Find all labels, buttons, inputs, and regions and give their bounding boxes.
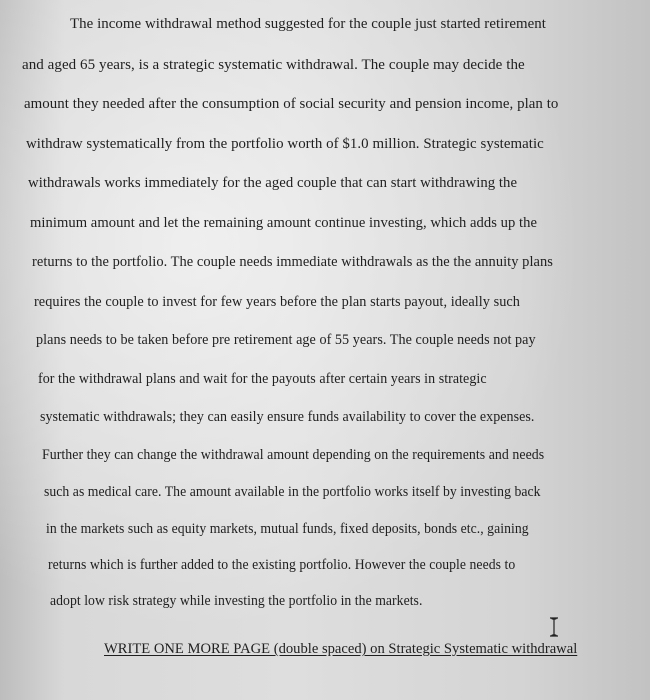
essay-line-11: systematic withdrawals; they can easily ensure funds availability to cover the expenses. [40, 409, 535, 425]
essay-line-12: Further they can change the withdrawal amount depending on the requirements and needs [42, 447, 545, 463]
essay-line-13: such as medical care. The amount available in the portfolio works itself by investing back [44, 484, 541, 500]
essay-line-10: for the withdrawal plans and wait for the payouts after certain years in strategic [38, 371, 487, 387]
essay-line-7: returns to the portfolio. The couple needs immediate withdrawals as the the annuity plans [32, 254, 553, 270]
essay-line-15: returns which is further added to the existing portfolio. However the couple needs to [48, 557, 516, 573]
essay-line-9: plans needs to be taken before pre retirement age of 55 years. The couple needs not pay [36, 332, 536, 348]
essay-line-16: adopt low risk strategy while investing the portfolio in the markets. [50, 593, 423, 609]
essay-line-5: withdrawals works immediately for the aged couple that can start withdrawing the [28, 175, 518, 191]
essay-line-8: requires the couple to invest for few years before the plan starts payout, ideally such [34, 294, 521, 310]
essay-line-6: minimum amount and let the remaining amount continue investing, which adds up the [30, 215, 538, 231]
essay-line-1: The income withdrawal method suggested for the couple just started retirement [70, 16, 546, 32]
text-cursor-icon [548, 617, 560, 637]
assignment-instruction: WRITE ONE MORE PAGE (double spaced) on Strategic Systematic withdrawal [104, 641, 578, 657]
essay-line-4: withdraw systematically from the portfolio worth of $1.0 million. Strategic systematic [26, 136, 544, 152]
essay-line-2: and aged 65 years, is a strategic systematic withdrawal. The couple may decide the [22, 57, 525, 73]
essay-paragraph [22, 14, 642, 614]
essay-line-3: amount they needed after the consumption of social security and pension income, plan to [24, 96, 559, 112]
essay-line-14: in the markets such as equity markets, mutual funds, fixed deposits, bonds etc., gaining [46, 521, 529, 537]
